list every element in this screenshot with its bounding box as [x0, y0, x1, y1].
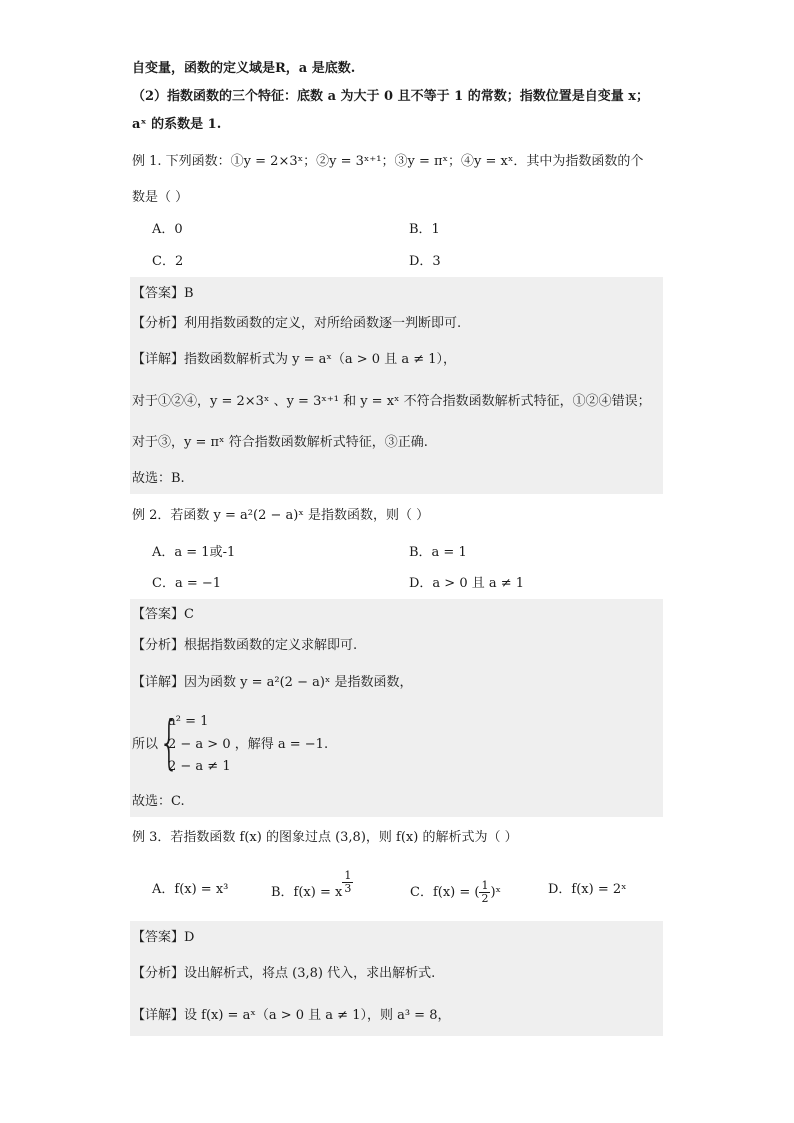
example-1-answer: 【答案】B — [132, 286, 194, 301]
example-2-answer: 【答案】C — [132, 607, 194, 622]
system-equation-1: a² = 1 — [168, 714, 209, 729]
example-1-option-b: B．1 — [409, 222, 440, 237]
example-1-choice: 故选：B. — [132, 471, 185, 486]
example-1-option-a: A．0 — [152, 222, 183, 237]
exponent-fraction — [342, 870, 353, 895]
example-2-option-c: C．a = −1 — [152, 576, 222, 591]
example-2-option-b: B．a = 1 — [409, 545, 467, 560]
example-2-option-a: A．a = 1或-1 — [152, 545, 236, 560]
example-2-option-d: D．a > 0 且 a ≠ 1 — [409, 576, 525, 591]
intro-line-2: （2）指数函数的三个特征：底数 a 为大于 0 且不等于 1 的常数；指数位置是自变量 x； — [132, 89, 649, 104]
example-2-solution-box — [130, 599, 663, 817]
example-1-question-line-1: 例 1. 下列函数：①y = 2×3ˣ；②y = 3ˣ⁺¹；③y = πˣ；④y = xˣ．其中为指数函数的个 — [132, 154, 644, 169]
fraction-numerator: 1 — [344, 869, 352, 882]
example-1-detail-1: 【详解】指数函数解析式为 y = aˣ（a > 0 且 a ≠ 1）， — [132, 352, 457, 367]
example-1-solution-box — [130, 277, 663, 494]
example-2-so-label: 所以 — [132, 737, 159, 752]
example-3-option-d: D．f(x) = 2ˣ — [548, 882, 627, 897]
fraction-denominator: 3 — [344, 882, 352, 895]
example-3-question: 例 3．若指数函数 f(x) 的图象过点 (3,8)，则 f(x) 的解析式为（ ） — [132, 830, 518, 845]
example-3-option-c — [410, 880, 501, 905]
example-2-analysis: 【分析】根据指数函数的定义求解即可. — [132, 638, 358, 653]
intro-line-1: 自变量，函数的定义域是R，a 是底数. — [132, 61, 356, 76]
example-1-detail-2: 对于①②④，y = 2×3ˣ 、y = 3ˣ⁺¹ 和 y = xˣ 不符合指数函数解析式特征，①②④错误； — [132, 394, 651, 409]
base-fraction — [479, 880, 490, 905]
example-2-question: 例 2．若函数 y = a²(2 − a)ˣ 是指数函数，则（ ） — [132, 508, 430, 523]
example-1-question-line-2: 数是（ ） — [132, 190, 189, 205]
example-1-option-d: D．3 — [409, 254, 441, 269]
example-1-detail-3: 对于③，y = πˣ 符合指数函数解析式特征，③正确. — [132, 435, 428, 450]
example-1-analysis: 【分析】利用指数函数的定义，对所给函数逐一判断即可. — [132, 316, 462, 331]
example-3-analysis: 【分析】设出解析式，将点 (3,8) 代入，求出解析式. — [132, 966, 436, 981]
example-3-option-b-text: B．f(x) = x — [271, 885, 343, 900]
intro-line-3: aˣ 的系数是 1. — [132, 117, 222, 132]
system-brace: { — [159, 708, 180, 776]
example-1-option-c: C．2 — [152, 254, 184, 269]
fraction-denominator: 2 — [481, 892, 489, 905]
example-3-detail-1: 【详解】设 f(x) = aˣ（a > 0 且 a ≠ 1），则 a³ = 8， — [132, 1008, 451, 1023]
example-2-detail-1: 【详解】因为函数 y = a²(2 − a)ˣ 是指数函数， — [132, 675, 413, 690]
example-3-option-c-close: )ˣ — [490, 885, 502, 900]
example-3-answer: 【答案】D — [132, 930, 195, 945]
example-3-option-c-text: C．f(x) = ( — [410, 885, 480, 900]
example-2-choice: 故选：C. — [132, 794, 185, 809]
system-equation-2: 2 − a > 0 ，解得 a = −1. — [168, 737, 329, 752]
example-3-option-b — [271, 869, 353, 905]
example-3-option-a: A．f(x) = x³ — [152, 882, 229, 897]
system-equation-3: 2 − a ≠ 1 — [168, 759, 231, 774]
fraction-numerator: 1 — [481, 879, 489, 892]
